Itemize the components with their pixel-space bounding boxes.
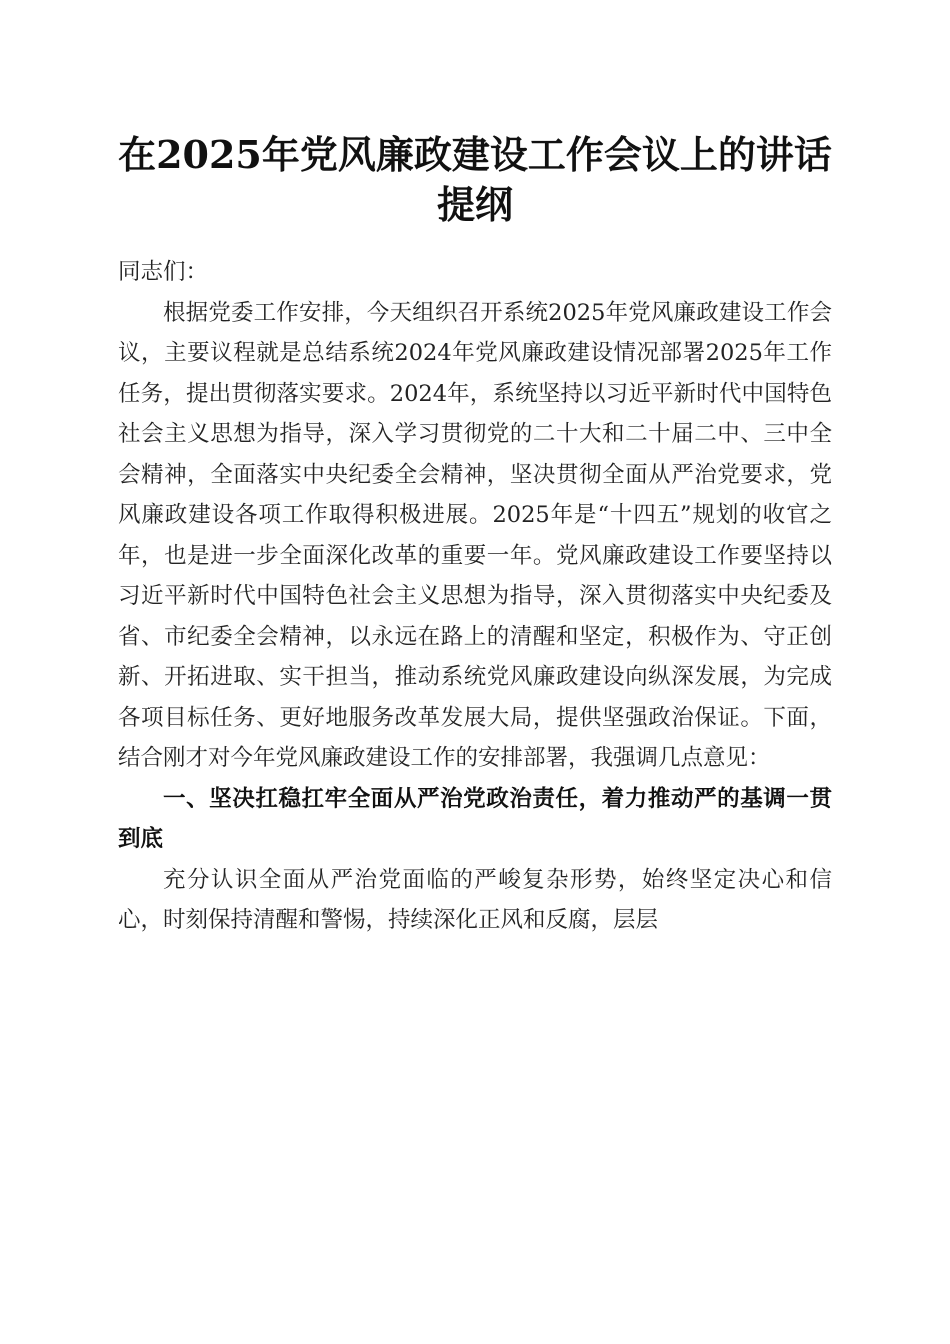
salutation: 同志们： xyxy=(118,259,209,285)
section-paragraph: 充分认识全面从严治党面临的严峻复杂形势，始终坚定决心和信心，时刻保持清醒和警惕，持续深化正风和反腐，层层 xyxy=(118,866,832,933)
document-body xyxy=(118,252,832,941)
intro-paragraph: 根据党委工作安排，今天组织召开系统2025年党风廉政建设工作会议，主要议程就是总结系统2024年党风廉政建设情况部署2025年工作任务，提出贯彻落实要求。2024年，系统坚持以习近平新时代中国特色社会主义思想为指导，深入学习贯彻党的二十大和二十届二中、三中全会精神，全面落实中央纪委全会精神，坚决贯彻全面从严治党要求，党风廉政建设各项工作取得积极进展。2025年是“十四五”规划的收官之年，也是进一步全面深化改革的重要一年。党风廉政建设工作要坚持以习近平新时代中国特色社会主义思想为指导，深入贯彻落实中央纪委及省、市纪委全会精神，以永远在路上的清醒和坚定，积极作为、守正创新、开拓进取、实干担当，推动系统党风廉政建设向纵深发展，为完成各项目标任务、更好地服务改革发展大局，提供坚强政治保证。下面，结合刚才对今年党风廉政建设工作的安排部署，我强调几点意见： xyxy=(118,299,832,771)
document-title: 在2025年党风廉政建设工作会议上的讲话提纲 xyxy=(118,132,832,227)
section-heading: 一、坚决扛稳扛牢全面从严治党政治责任，着力推动严的基调一贯到底 xyxy=(118,785,832,852)
